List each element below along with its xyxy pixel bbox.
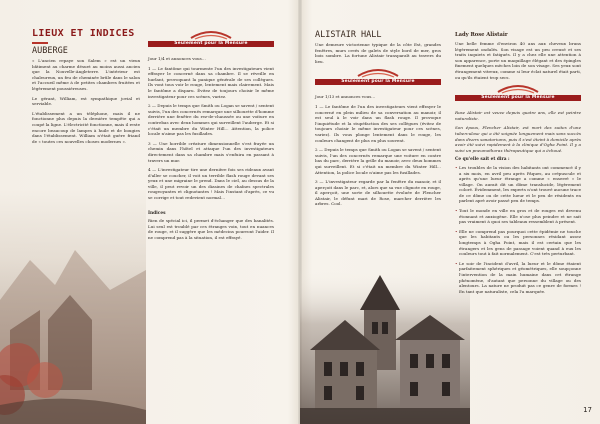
intro-line: Jour 1/4 et annonces vous… [148, 56, 206, 61]
list-item: • Tout le monde en ville en gros et de rouges est devenu étonnant et anxiogène. Elle n'ose plus peindre et ne sait pas vraiment à quoi ses tableaux ressemblent à présent. [455, 208, 581, 225]
list-item: • Elle ne comprend pas pourquoi cette épidémie ne touche que les habitants ou les personnes résidant assez longtemps à Ogha Point, mais il est certain que les étrangers et les gens de passage voient quand à eux les couleurs tout à fait normalement. C'est très perturbant. [455, 229, 581, 257]
place-title-auberge: AUBERGE [32, 46, 68, 56]
knows-subheading: Ce qu'elle sait et dira : [455, 157, 510, 163]
paragraph: Une demeure victorienne typique de la côte Est, grandes fenêtres, murs creés de galets de style bord de mer, gros bois sombre. La fortune Alistair transparaît au travers du lieu. [315, 42, 441, 64]
paragraph: « L'ancien repaye son Salem » est un vieux bâtiment au charme désuet au moins aussi ancien que la Nouvelle-Angleterre. L'intérieur est chaleureux, un feu de cheminée brûle dans le salon et l'accueil même à de petites chambres fruitées et légèrement poussiéreuses. [32, 58, 140, 91]
paragraph: Une belle femme d'environ 40 ans aux cheveux bruns légèrement ondulés. Son visage est un peu creusé et ses traits inquiets et fatigués. Il y a chez elle une attention à son apparence, porte un maquillage élégant et des épingles finement quelques mèches loin de son visage. Ses yeux sont étrangement vitreux, comme si leur éclat naturel était parti, ou qu'ils étaient trop secs. [455, 41, 581, 80]
left-column-2 [148, 30, 274, 245]
event-item: 3 — Une horrible créature dimensionnelle s'est frayée un chemin dans l'hôtel et attaque l'un des investigateurs directement dans sa chambre mais s'enfuira en passant à travers un mur. [148, 140, 274, 163]
event-item: 2 — Depuis le temps que Smith ou Logan se savent / sentent suivis, l'un des concernés remarque une silhouette d'homme derrière une fenêtre du rez-de-chaussée ou une voiture en contrebas avec deux hommes qui surveillent l'auberge. Et si c'était un membre du Winter Hill… Attention, la police locale n'aime pas les fusillades. [148, 103, 274, 137]
event-item: 1 — Le fantôme qui tourmente l'un des investigateurs vient effrayer le concerné dans sa chambre. Il se réveille en hurlant, provoquant la panique générale de ses collègues. Ils vont tous voir le rouge, lentement mais clairement. Mais le fantôme a disparu. Évitez de toujours choisir le même investigateur pour ces scènes, variez. [148, 65, 274, 99]
list-item: • Le soir de l'incident d'avril, la lueur et le dôme étaient parfaitement sphériques et géométriques, elle soupçonne l'intervention de la main humaine dans cet étrange phénomène, d'autant que personne du village ou des alentours. La nature ne produit pas ce genre de formes ! En tant que naturaliste, cela l'a marquée. [455, 261, 581, 295]
paragraph: Son époux, Flencher Alistair, est mort des suites d'une tuberculose qui a été soignée longuement mais sans succès dans divers sanatoriums, puis il s'est éteint à domicile après avoir été suivi rapidement à la clinique d'Ogha Point. Il y a suivi un pneumothorax thérapeutique qui a échoué. [455, 125, 581, 153]
npc-heading: Lady Rose Alistair [455, 32, 508, 38]
paragraph: Le gérant, William, est sympathique jovial et serviable. [32, 95, 140, 107]
right-column-2 [455, 30, 581, 298]
page-number: 17 [583, 406, 592, 414]
village-photo [0, 190, 146, 424]
title-underline [32, 42, 48, 44]
left-column-1 [32, 28, 140, 148]
gm-only-badge: Seulement pour la Mensure [148, 30, 274, 52]
event-item: 2 — Depuis le temps que Smith ou Logan se savent / sentent suivis, l'un des concernés remarque une voiture en contre bas du parc, derrière la grille du manoir, avec deux hommes qui surveillent. Et si c'était un membre du Winter Hill… Attention, la police locale n'aime pas les fusillades. [315, 147, 441, 175]
gm-only-badge: Seulement pour la Mensure [455, 84, 581, 106]
event-item: 1 — Le fantôme de l'un des investigateurs vient effrayer le concerné en plein milieu de sa conversation au manoir, il est seul à le voir dans un flash rouge. Il provoque l'inquiétude et la stupéfaction des ses collègues (évitez de toujours choisir le même investigateur pour ces scènes, variez). Ils vous plonge lentement dans le rouge, les couleurs changent de plus en plus souvent. [315, 103, 441, 143]
indices-text: Rien de spécial ici, il permet d'échanger que des banalités. Lui seul est troublé par ces étranges voix, tout en nuances de rouge, et il suggère que les médecins pourront l'aider. Il ne comprend pas à la situation, il est effrayé. [148, 218, 274, 241]
gm-only-badge: Seulement pour la Mensure [315, 68, 441, 90]
list-item: • Les troubles de la vision des habitants ont commencé il y a six mois, en avril peu après Pâques, au crépuscule et après qu'une lueur étrange a comme « enserré » le village. On aurait dit un dôme translucide, légèrement coloré. Évidemment, les experts n'ont trouvé aucune trace de ce dôme ou de cette lueur et le peu de résidents en parlent aprè avoir passé peu de temps. [455, 165, 581, 204]
event-item: 4 — L'investigateur tire une dernière fois ses rideaux avant d'aller se coucher, il voit un terrible flash rouge devant ses yeux et une migraine le prend. Dans le ciel, au dessus de la ville, il peut revoir un des dizaines de chaînes spectrales rougeoyantes et clignotantes ! Mais l'instant d'après, ce vu se corrige et tout redevient normal… [148, 167, 274, 201]
section-title: LIEUX ET INDICES [32, 28, 135, 39]
event-item: 3 — L'investigateur regarde par la fenêtre du manoir, et il aperçoit dans le parc, et, alors que sa vue clignote en rouge, il aperçoit, une sorte de silhouette évoluée de Flencher Alistair, le défunt mari de Rose, marcher derrière les arbres. Cool. [315, 179, 442, 207]
victorian-house-photo [300, 270, 470, 424]
right-column-1 [315, 30, 441, 211]
indices-title: Indices [148, 210, 166, 216]
intro-line: Jour 1/13 et annonces vous… [315, 94, 376, 100]
paragraph: Rose Alistair est veuve depuis quatre ans, elle est peintre naturaliste. [455, 110, 581, 121]
knows-list [455, 165, 581, 294]
place-title-alistair-hall: ALISTAIR HALL [315, 30, 382, 40]
paragraph: L'établissement a un téléphone, mais il ne fonctionne plus depuis la dernière tempête qui a coupé la ligne. L'électricité fonctionne, mais il reste encore beaucoup de lampes à huile et de bougies dans l'établissement. William n'était guère friand de « toutes ces nouvelles choses modernes ». [32, 110, 140, 144]
